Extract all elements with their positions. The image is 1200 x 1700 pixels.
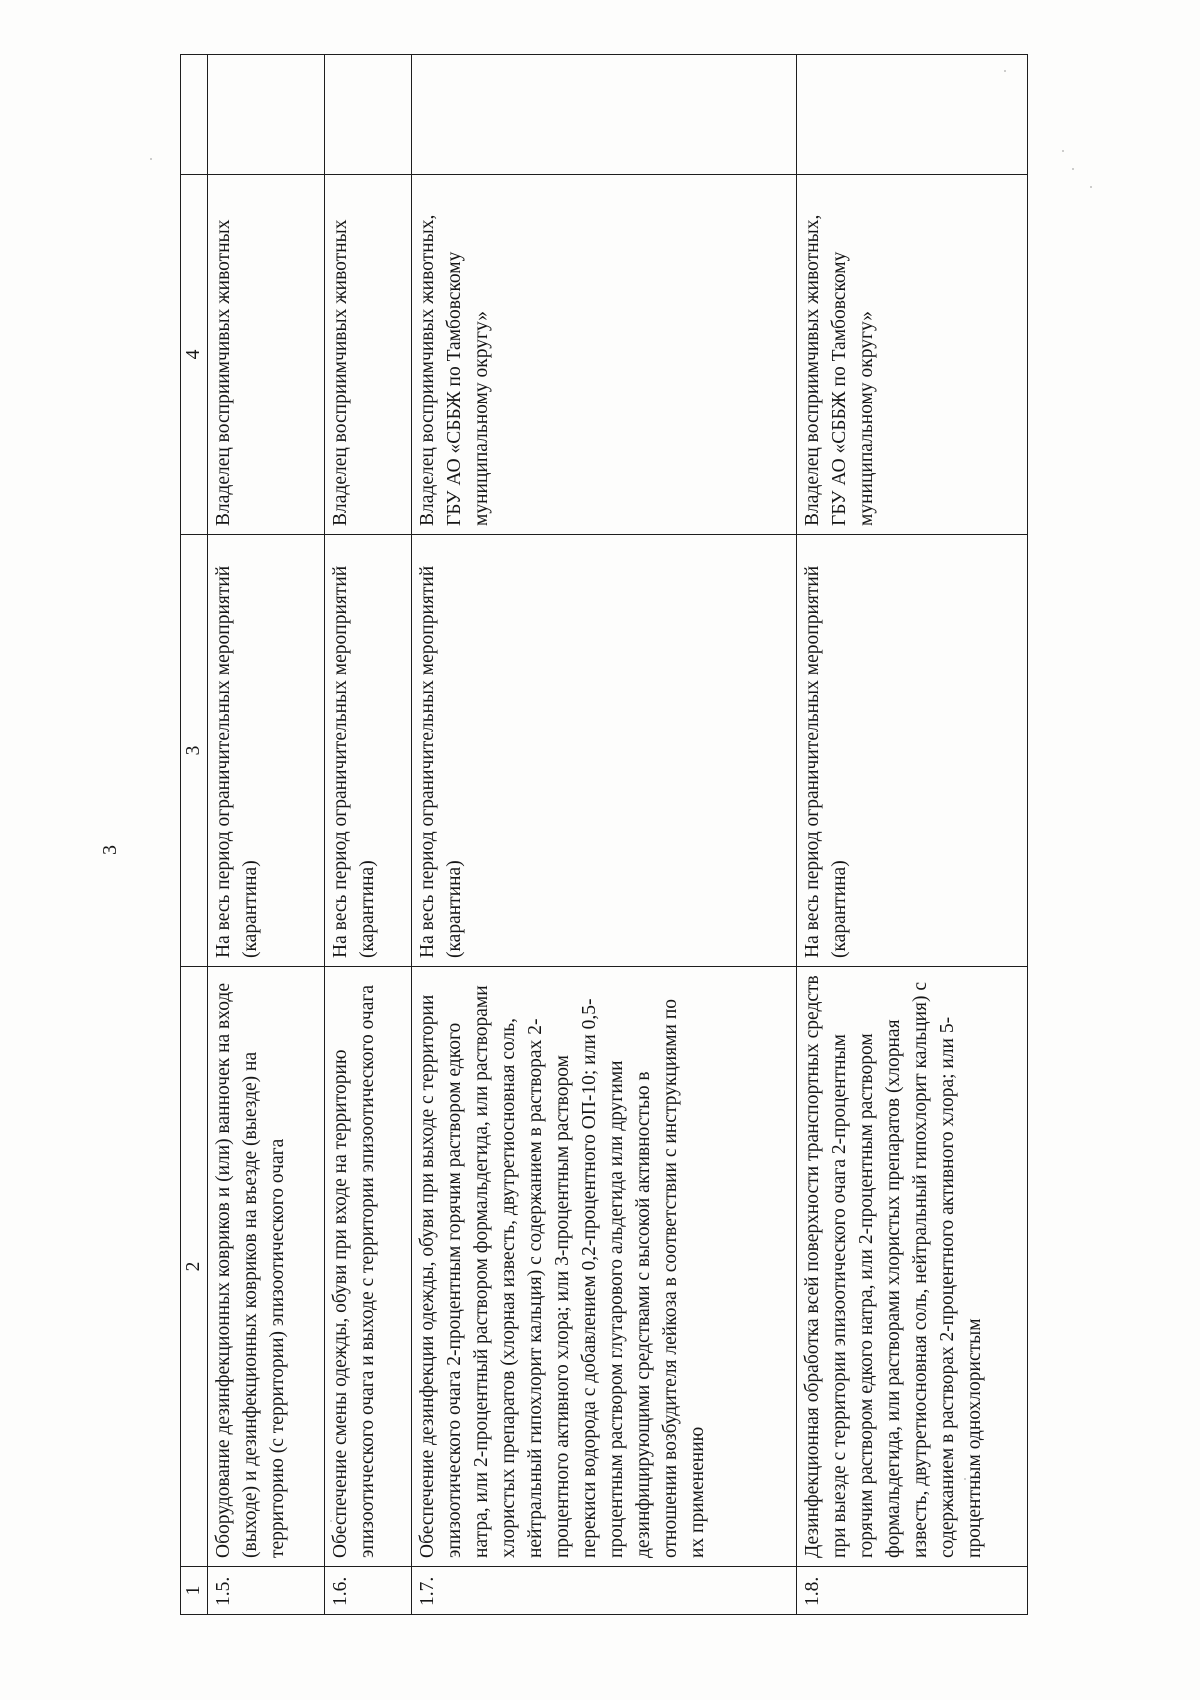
column-header: 1 (181, 1567, 208, 1615)
row-number: 1.5. (208, 1567, 325, 1615)
column-header: 2 (181, 967, 208, 1567)
measure-cell: Дезинфекционная обработка всей поверхности транспортных средств при выезде с территории эпизоотического очага 2-процентным горячим раствором едкого натра, или 2-процентным раствором формальдегида, или растворами хлористых препаратов (хлорная известь, двутретиосновная соль, нейтральный гипохлорит кальция) с содержанием в растворах 2-процентного активного хлора; или 5-процентным однохлористым (797, 967, 1028, 1567)
empty-cell (325, 55, 412, 175)
empty-cell (797, 55, 1028, 175)
scan-speck (1062, 150, 1064, 152)
measure-cell: Обеспечение смены одежды, обуви при входе на территорию эпизоотического очага и выходе с территории эпизоотического очага (325, 967, 412, 1567)
row-number: 1.7. (412, 1567, 797, 1615)
responsible-cell: Владелец восприимчивых животных (208, 175, 325, 535)
period-cell: На весь период ограничительных мероприятий (карантина) (325, 535, 412, 967)
scan-speck (1090, 186, 1092, 188)
empty-cell (208, 55, 325, 175)
period-cell: На весь период ограничительных мероприятий (карантина) (208, 535, 325, 967)
table-row (412, 55, 797, 1615)
column-header (181, 55, 208, 175)
column-header: 4 (181, 175, 208, 535)
responsible-cell: Владелец восприимчивых животных, ГБУ АО «СББЖ по Тамбовскому муниципальному округу» (412, 175, 797, 535)
responsible-cell: Владелец восприимчивых животных (325, 175, 412, 535)
measures-table (180, 54, 1028, 1615)
row-number: 1.8. (797, 1567, 1028, 1615)
header-row (181, 55, 208, 1615)
responsible-cell: Владелец восприимчивых животных, ГБУ АО «СББЖ по Тамбовскому муниципальному округу» (797, 175, 1028, 535)
scan-speck (150, 158, 152, 160)
measure-cell: Оборудование дезинфекционных ковриков и (или) ванночек на входе (выходе) и дезинфекционных ковриков на въезде (выезде) на территорию (с территории) эпизоотического очага (208, 967, 325, 1567)
empty-cell (412, 55, 797, 175)
row-number: 1.6. (325, 1567, 412, 1615)
table-row (797, 55, 1028, 1615)
page-number: 3 (99, 845, 121, 855)
scan-speck (1072, 168, 1074, 170)
rotated-table-wrapper (180, 55, 1060, 1615)
period-cell: На весь период ограничительных мероприятий (карантина) (797, 535, 1028, 967)
column-header: 3 (181, 535, 208, 967)
table-row (208, 55, 325, 1615)
period-cell: На весь период ограничительных мероприятий (карантина) (412, 535, 797, 967)
table-row (325, 55, 412, 1615)
measure-cell: Обеспечение дезинфекции одежды, обуви при выходе с территории эпизоотического очага 2-процентным горячим раствором едкого натра, или 2-процентный раствором формальдегида, или растворами хлористых препаратов (хлорная известь, двутретиосновная соль, нейтральный гипохлорит кальция) с содержанием в растворах 2-процентного активного хлора; или 3-процентным раствором перекиси водорода с добавлением 0,2-процентного ОП-10; или 0,5-процентным раствором глутарового альдегида или другими дезинфицирующими средствами с высокой активностью в отношении возбудителя лейкоза в соответствии с инструкциями по их применению (412, 967, 797, 1567)
